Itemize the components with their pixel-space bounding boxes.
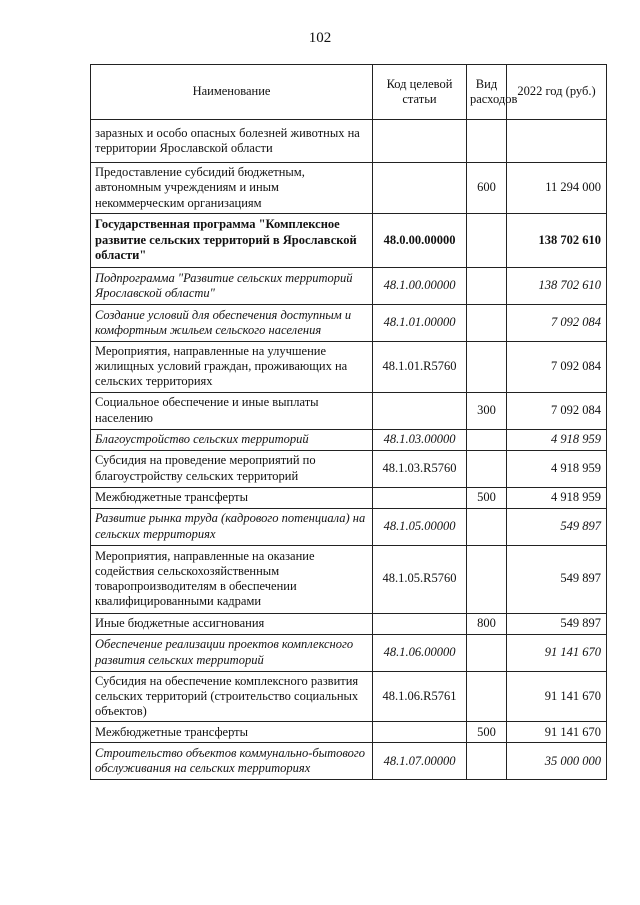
cell-type bbox=[467, 120, 507, 163]
cell-amount: 7 092 084 bbox=[507, 392, 607, 429]
cell-name: Развитие рынка труда (кадрового потенциала) на сельских территориях bbox=[91, 508, 373, 545]
cell-amount: 91 141 670 bbox=[507, 722, 607, 743]
cell-type bbox=[467, 671, 507, 722]
cell-code bbox=[373, 487, 467, 508]
cell-amount: 91 141 670 bbox=[507, 671, 607, 722]
cell-type bbox=[467, 508, 507, 545]
table-row bbox=[91, 120, 607, 163]
cell-name: Обеспечение реализации проектов комплексного развития сельских территорий bbox=[91, 634, 373, 671]
cell-amount: 11 294 000 bbox=[507, 163, 607, 214]
cell-name: Межбюджетные трансферты bbox=[91, 487, 373, 508]
cell-code bbox=[373, 392, 467, 429]
cell-code: 48.1.05.00000 bbox=[373, 508, 467, 545]
cell-type: 500 bbox=[467, 487, 507, 508]
cell-type: 500 bbox=[467, 722, 507, 743]
cell-type bbox=[467, 213, 507, 267]
cell-code bbox=[373, 120, 467, 163]
header-type: Вид расходов bbox=[467, 65, 507, 120]
table-row bbox=[91, 722, 607, 743]
cell-amount: 7 092 084 bbox=[507, 341, 607, 392]
cell-name: Мероприятия, направленные на оказание содействия сельскохозяйственным товаропроизводителям в обеспечении квалифицированными кадрами bbox=[91, 545, 373, 613]
cell-name: Субсидия на проведение мероприятий по благоустройству сельских территорий bbox=[91, 450, 373, 487]
cell-type: 600 bbox=[467, 163, 507, 214]
cell-amount: 549 897 bbox=[507, 508, 607, 545]
table-header-row bbox=[91, 65, 607, 120]
cell-name: Предоставление субсидий бюджетным, автономным учреждениям и иным некоммерческим организациям bbox=[91, 163, 373, 214]
header-code: Код целевой статьи bbox=[373, 65, 467, 120]
table-row bbox=[91, 487, 607, 508]
table-row bbox=[91, 163, 607, 214]
cell-name: Иные бюджетные ассигнования bbox=[91, 613, 373, 634]
cell-code: 48.1.05.R5760 bbox=[373, 545, 467, 613]
cell-name: заразных и особо опасных болезней животных на территории Ярославской области bbox=[91, 120, 373, 163]
table-row bbox=[91, 304, 607, 341]
cell-code: 48.1.03.R5760 bbox=[373, 450, 467, 487]
table-row bbox=[91, 429, 607, 450]
cell-code: 48.1.03.00000 bbox=[373, 429, 467, 450]
table-row bbox=[91, 634, 607, 671]
table-row bbox=[91, 671, 607, 722]
cell-amount: 7 092 084 bbox=[507, 304, 607, 341]
cell-amount: 549 897 bbox=[507, 613, 607, 634]
table-row bbox=[91, 508, 607, 545]
cell-amount: 35 000 000 bbox=[507, 743, 607, 780]
cell-code: 48.1.06.00000 bbox=[373, 634, 467, 671]
header-amount: 2022 год (руб.) bbox=[507, 65, 607, 120]
cell-type bbox=[467, 267, 507, 304]
cell-type bbox=[467, 304, 507, 341]
cell-name: Благоустройство сельских территорий bbox=[91, 429, 373, 450]
cell-amount: 549 897 bbox=[507, 545, 607, 613]
cell-type: 800 bbox=[467, 613, 507, 634]
header-name: Наименование bbox=[91, 65, 373, 120]
cell-code: 48.1.00.00000 bbox=[373, 267, 467, 304]
cell-amount: 4 918 959 bbox=[507, 450, 607, 487]
cell-amount: 4 918 959 bbox=[507, 487, 607, 508]
cell-name: Социальное обеспечение и иные выплаты населению bbox=[91, 392, 373, 429]
cell-type: 300 bbox=[467, 392, 507, 429]
cell-name: Создание условий для обеспечения доступным и комфортным жильем сельского населения bbox=[91, 304, 373, 341]
table-row bbox=[91, 545, 607, 613]
cell-amount: 138 702 610 bbox=[507, 213, 607, 267]
cell-code: 48.1.06.R5761 bbox=[373, 671, 467, 722]
cell-amount: 4 918 959 bbox=[507, 429, 607, 450]
cell-name: Подпрограмма "Развитие сельских территорий Ярославской области" bbox=[91, 267, 373, 304]
cell-code bbox=[373, 613, 467, 634]
table-row bbox=[91, 613, 607, 634]
cell-code: 48.1.01.00000 bbox=[373, 304, 467, 341]
cell-name: Субсидия на обеспечение комплексного развития сельских территорий (строительство социальных объектов) bbox=[91, 671, 373, 722]
budget-table bbox=[90, 64, 607, 780]
cell-code bbox=[373, 163, 467, 214]
page-number: 102 bbox=[308, 30, 332, 46]
cell-code: 48.1.01.R5760 bbox=[373, 341, 467, 392]
cell-amount: 138 702 610 bbox=[507, 267, 607, 304]
cell-amount bbox=[507, 120, 607, 163]
cell-code: 48.1.07.00000 bbox=[373, 743, 467, 780]
table-row bbox=[91, 743, 607, 780]
table-body bbox=[91, 120, 607, 780]
cell-type bbox=[467, 743, 507, 780]
table-row bbox=[91, 341, 607, 392]
cell-type bbox=[467, 429, 507, 450]
table-row bbox=[91, 267, 607, 304]
cell-code bbox=[373, 722, 467, 743]
cell-amount: 91 141 670 bbox=[507, 634, 607, 671]
cell-name: Строительство объектов коммунально-бытового обслуживания на сельских территориях bbox=[91, 743, 373, 780]
cell-name: Мероприятия, направленные на улучшение жилищных условий граждан, проживающих на сельских территориях bbox=[91, 341, 373, 392]
table-row bbox=[91, 392, 607, 429]
cell-code: 48.0.00.00000 bbox=[373, 213, 467, 267]
cell-type bbox=[467, 545, 507, 613]
table-row bbox=[91, 213, 607, 267]
cell-type bbox=[467, 341, 507, 392]
cell-type bbox=[467, 450, 507, 487]
cell-type bbox=[467, 634, 507, 671]
table-row bbox=[91, 450, 607, 487]
cell-name: Межбюджетные трансферты bbox=[91, 722, 373, 743]
cell-name: Государственная программа "Комплексное развитие сельских территорий в Ярославской области" bbox=[91, 213, 373, 267]
